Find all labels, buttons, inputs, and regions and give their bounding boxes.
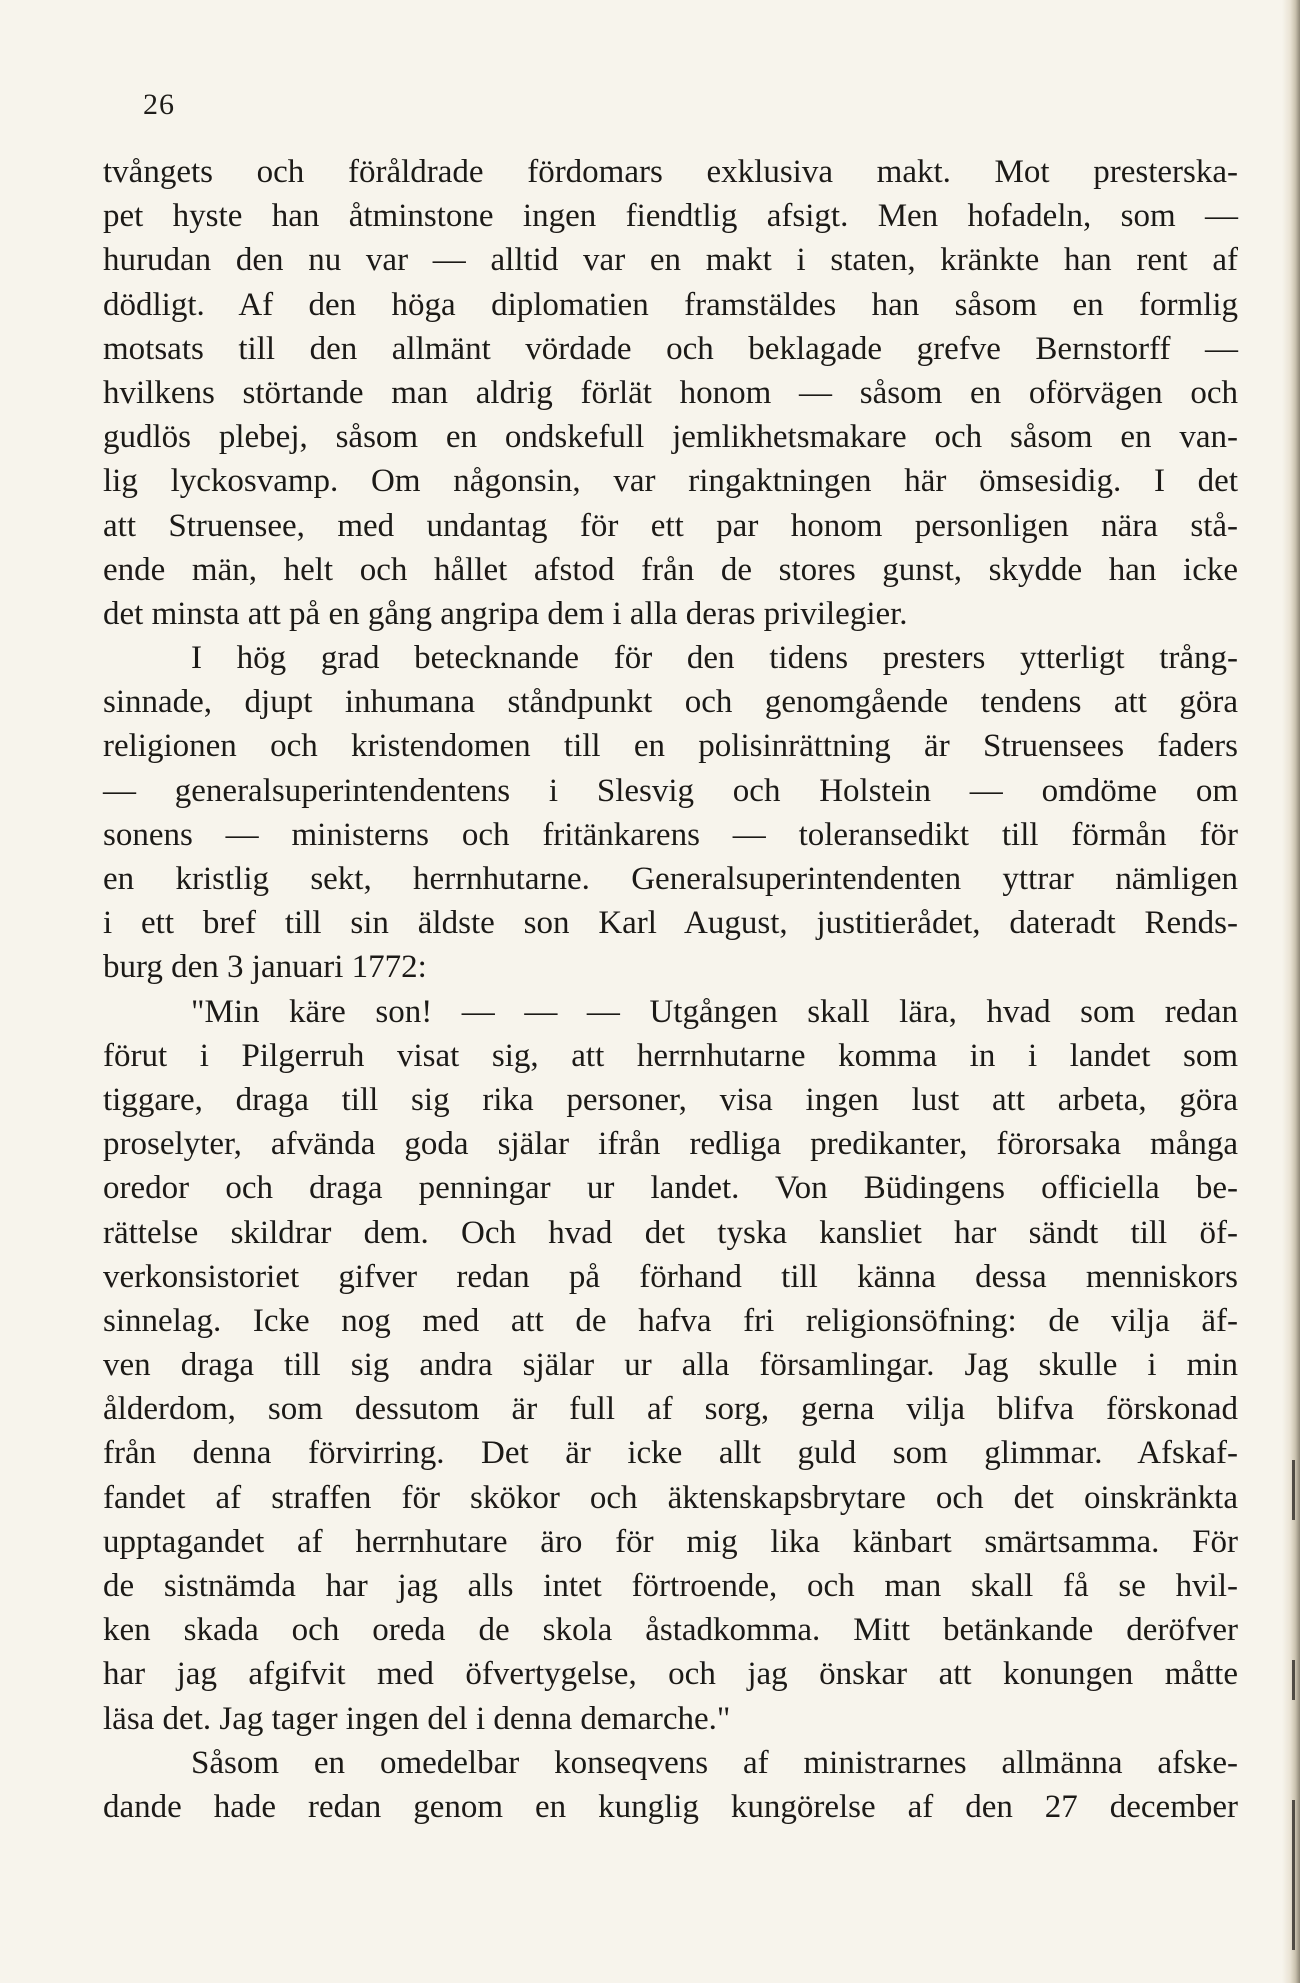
page-edge-shadow bbox=[1282, 0, 1300, 1983]
text-line: att Struensee, med undantag för ett par honom personligen nära stå- bbox=[103, 507, 1238, 544]
text-line: lig lyckosvamp. Om någonsin, var ringaktningen här ömsesidig. I det bbox=[103, 463, 1238, 500]
text-line: sonens — ministerns och fritänkarens — toleransedikt till förmån för bbox=[103, 816, 1238, 853]
text-line: från denna förvirring. Det är icke allt guld som glimmar. Afskaf- bbox=[103, 1435, 1238, 1472]
text-line: religionen och kristendomen till en polisinrättning är Struensees faders bbox=[103, 728, 1238, 765]
page-number: 26 bbox=[143, 88, 175, 121]
text-line: pet hyste han åtminstone ingen fiendtlig afsigt. Men hofadeln, som — bbox=[103, 198, 1238, 235]
text-line: hurudan den nu var — alltid var en makt i staten, kränkte han rent af bbox=[103, 242, 1238, 279]
text-line: proselyter, afvända goda själar ifrån redliga predikanter, förorsaka många bbox=[103, 1126, 1238, 1163]
text-line: dande hade redan genom en kunglig kungörelse af den 27 december bbox=[103, 1788, 1238, 1825]
text-line: det minsta att på en gång angripa dem i alla deras privilegier. bbox=[103, 595, 908, 632]
text-line: motsats till den allmänt vördade och beklagade grefve Bernstorff — bbox=[103, 330, 1238, 367]
text-line: rättelse skildrar dem. Och hvad det tyska kansliet har sändt till öf- bbox=[103, 1214, 1238, 1251]
text-line: — generalsuperintendentens i Slesvig och Holstein — omdöme om bbox=[103, 772, 1238, 809]
text-line: burg den 3 januari 1772: bbox=[103, 949, 427, 986]
body-text bbox=[103, 150, 1238, 1829]
text-line: Såsom en omedelbar konseqvens af ministrarnes allmänna afske- bbox=[191, 1744, 1238, 1781]
text-line: de sistnämda har jag alls intet förtroende, och man skall få se hvil- bbox=[103, 1568, 1238, 1604]
text-line: ken skada och oreda de skola åstadkomma. Mitt betänkande deröfver bbox=[103, 1612, 1238, 1649]
text-line: upptagandet af herrnhutare äro för mig lika känbart smärtsamma. För bbox=[103, 1523, 1238, 1560]
edge-mark bbox=[1292, 1800, 1295, 1950]
text-line: sinnade, djupt inhumana ståndpunkt och genomgående tendens att göra bbox=[103, 684, 1238, 721]
text-line: oredor och draga penningar ur landet. Von Büdingens officiella be- bbox=[103, 1170, 1238, 1207]
text-line: har jag afgifvit med öfvertygelse, och jag önskar att konungen måtte bbox=[103, 1656, 1238, 1693]
text-line: fandet af straffen för skökor och äktenskapsbrytare och det oinskränkta bbox=[103, 1479, 1238, 1516]
text-line: förut i Pilgerruh visat sig, att herrnhutarne komma in i landet som bbox=[103, 1037, 1238, 1074]
text-line: gudlös plebej, såsom en ondskefull jemlikhetsmakare och såsom en van- bbox=[103, 419, 1238, 456]
text-line: dödligt. Af den höga diplomatien framstäldes han såsom en formlig bbox=[103, 286, 1238, 323]
edge-mark bbox=[1292, 1460, 1295, 1520]
text-line: ven draga till sig andra själar ur alla församlingar. Jag skulle i min bbox=[103, 1347, 1238, 1384]
edge-mark bbox=[1292, 1660, 1295, 1700]
text-line: ålderdom, som dessutom är full af sorg, gerna vilja blifva förskonad bbox=[103, 1391, 1238, 1428]
text-line: i ett bref till sin äldste son Karl August, justitierådet, dateradt Rends- bbox=[103, 905, 1238, 942]
text-line: tvångets och föråldrade fördomars exklusiva makt. Mot presterska- bbox=[103, 154, 1238, 190]
text-line: tiggare, draga till sig rika personer, visa ingen lust att arbeta, göra bbox=[103, 1081, 1238, 1118]
text-line: ende män, helt och hållet afstod från de stores gunst, skydde han icke bbox=[103, 551, 1238, 588]
text-line: en kristlig sekt, herrnhutarne. Generalsuperintendenten yttrar nämligen bbox=[103, 861, 1238, 897]
text-line: läsa det. Jag tager ingen del i denna demarche." bbox=[103, 1700, 731, 1737]
text-line: verkonsistoriet gifver redan på förhand till känna dessa menniskors bbox=[103, 1258, 1238, 1295]
text-line: hvilkens störtande man aldrig förlät honom — såsom en oförvägen och bbox=[103, 374, 1238, 411]
text-line: I hög grad betecknande för den tidens presters ytterligt trång- bbox=[191, 640, 1238, 677]
text-line: "Min käre son! — — — Utgången skall lära, hvad som redan bbox=[191, 993, 1238, 1030]
text-line: sinnelag. Icke nog med att de hafva fri religionsöfning: de vilja äf- bbox=[103, 1302, 1238, 1339]
